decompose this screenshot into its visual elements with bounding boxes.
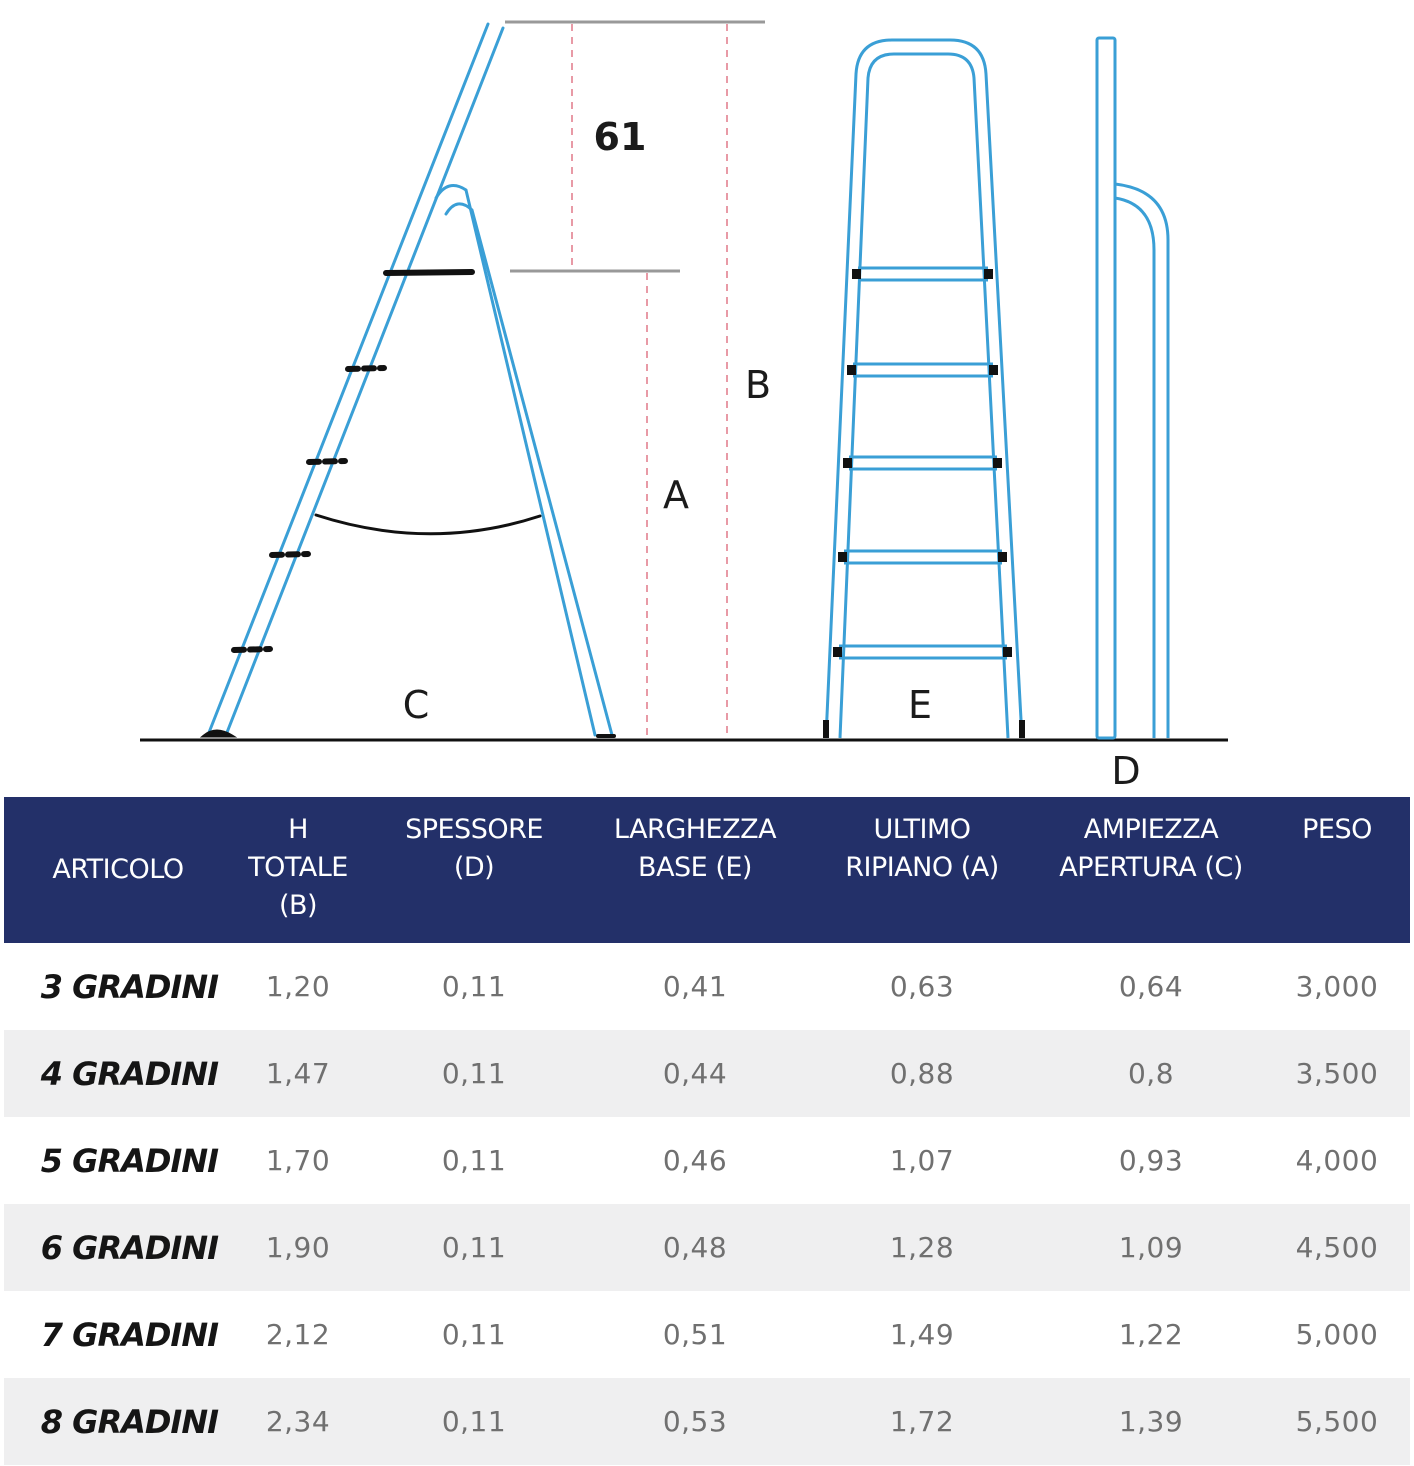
cell-ultimo-ripiano: 1,28 — [889, 1231, 955, 1264]
cell-peso: 4,500 — [1295, 1231, 1379, 1264]
cell-h-totale: 1,47 — [265, 1057, 331, 1090]
cell-h-totale: 1,70 — [265, 1144, 331, 1177]
table-row — [4, 1204, 1410, 1291]
cell-articolo: 4 GRADINI — [40, 1054, 218, 1093]
header-articolo: ARTICOLO — [52, 854, 184, 885]
cell-larghezza-base: 0,41 — [662, 970, 728, 1003]
cell-ultimo-ripiano: 1,49 — [889, 1318, 955, 1351]
cell-ampiezza-apertura: 1,09 — [1118, 1231, 1184, 1264]
cell-h-totale: 2,34 — [265, 1405, 331, 1438]
dimension-c-label: C — [402, 683, 430, 727]
cell-peso: 5,000 — [1295, 1318, 1379, 1351]
header-larghezza-base: LARGHEZZA BASE (E) — [613, 814, 777, 883]
cell-ultimo-ripiano: 0,88 — [889, 1057, 955, 1090]
dimension-a-label: A — [663, 473, 689, 517]
table-row — [4, 943, 1410, 1030]
cell-h-totale: 1,90 — [265, 1231, 331, 1264]
cell-spessore: 0,11 — [441, 1231, 507, 1264]
cell-peso: 3,000 — [1295, 970, 1379, 1003]
cell-articolo: 8 GRADINI — [40, 1402, 218, 1441]
cell-articolo: 7 GRADINI — [40, 1315, 218, 1354]
cell-ultimo-ripiano: 1,72 — [889, 1405, 955, 1438]
table-row — [4, 1117, 1410, 1204]
dimension-e-label: E — [907, 683, 933, 727]
cell-ampiezza-apertura: 0,93 — [1118, 1144, 1184, 1177]
cell-ampiezza-apertura: 0,8 — [1127, 1057, 1175, 1090]
dimension-61-label: 61 — [593, 115, 647, 159]
cell-articolo: 5 GRADINI — [40, 1141, 218, 1180]
cell-ultimo-ripiano: 1,07 — [889, 1144, 955, 1177]
cell-ampiezza-apertura: 1,39 — [1118, 1405, 1184, 1438]
cell-ampiezza-apertura: 0,64 — [1118, 970, 1184, 1003]
side-view-ladder — [204, 24, 614, 736]
cell-peso: 4,000 — [1295, 1144, 1379, 1177]
cell-spessore: 0,11 — [441, 1144, 507, 1177]
table-row — [4, 1378, 1410, 1465]
cell-peso: 3,500 — [1295, 1057, 1379, 1090]
table-row — [4, 1030, 1410, 1117]
cell-spessore: 0,11 — [441, 970, 507, 1003]
cell-h-totale: 1,20 — [265, 970, 331, 1003]
cell-larghezza-base: 0,53 — [662, 1405, 728, 1438]
cell-peso: 5,500 — [1295, 1405, 1379, 1438]
cell-articolo: 6 GRADINI — [40, 1228, 218, 1267]
cell-spessore: 0,11 — [441, 1405, 507, 1438]
dimension-d-label: D — [1111, 749, 1141, 793]
header-h-totale: H TOTALE (B) — [248, 814, 348, 921]
cell-larghezza-base: 0,44 — [662, 1057, 728, 1090]
cell-spessore: 0,11 — [441, 1057, 507, 1090]
header-peso: PESO — [1302, 814, 1372, 845]
cell-spessore: 0,11 — [441, 1318, 507, 1351]
table-row — [4, 1291, 1410, 1378]
cell-larghezza-base: 0,46 — [662, 1144, 728, 1177]
dimension-b-label: B — [744, 363, 772, 407]
cell-ultimo-ripiano: 0,63 — [889, 970, 955, 1003]
folded-ladder-view — [1097, 38, 1168, 738]
header-ampiezza-apertura: AMPIEZZA APERTURA (C) — [1059, 814, 1243, 883]
table-header-row — [4, 797, 1410, 943]
cell-articolo: 3 GRADINI — [40, 967, 218, 1006]
cell-larghezza-base: 0,48 — [662, 1231, 728, 1264]
header-ultimo-ripiano: ULTIMO RIPIANO (A) — [845, 814, 999, 883]
header-spessore: SPESSORE (D) — [405, 814, 543, 883]
cell-h-totale: 2,12 — [265, 1318, 331, 1351]
cell-ampiezza-apertura: 1,22 — [1118, 1318, 1184, 1351]
front-view-ladder — [823, 40, 1025, 738]
ladder-specs-table — [4, 797, 1410, 1465]
cell-larghezza-base: 0,51 — [662, 1318, 728, 1351]
